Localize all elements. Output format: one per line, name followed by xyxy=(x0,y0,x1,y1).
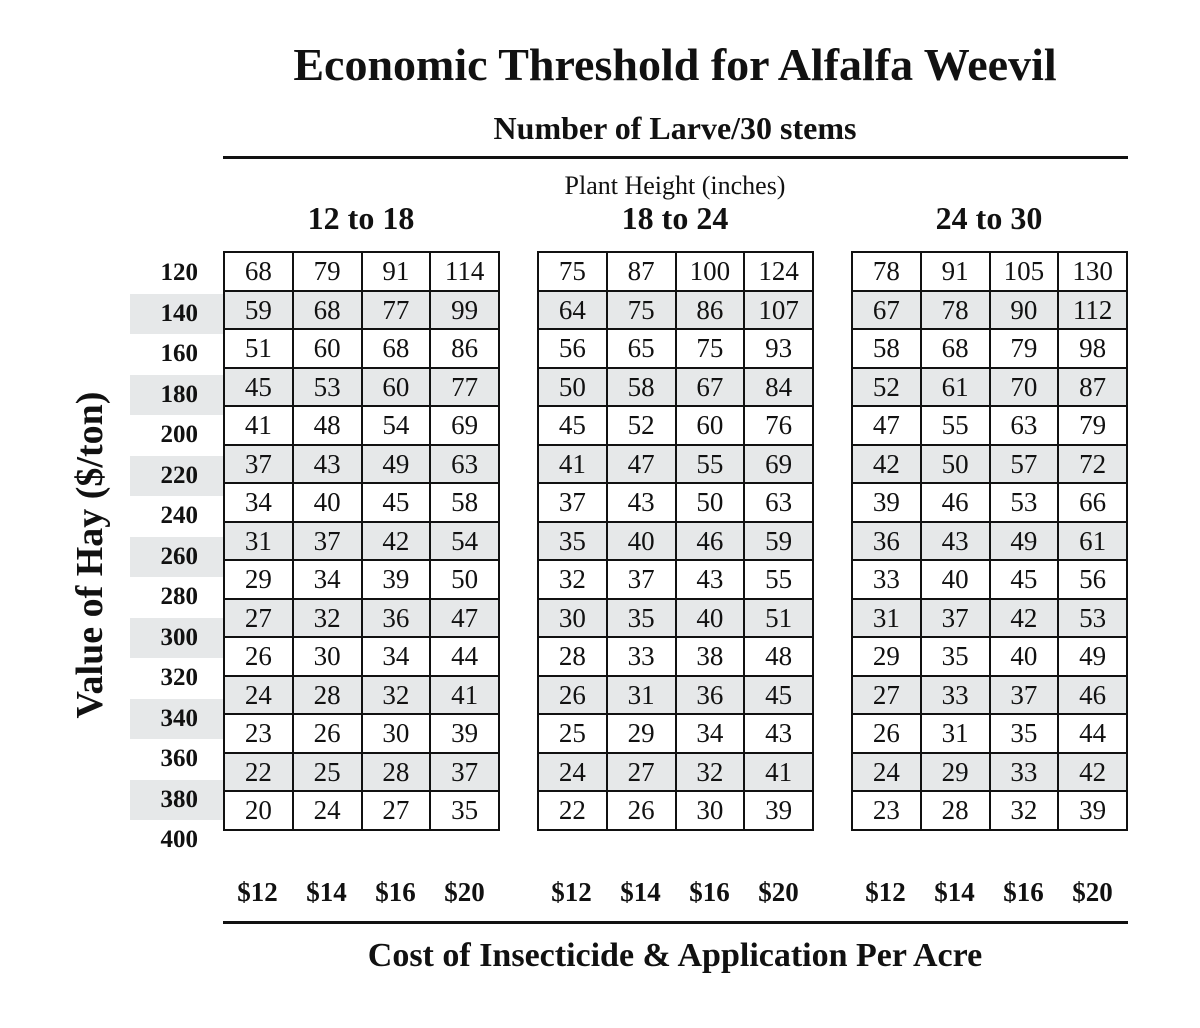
threshold-cell: 37 xyxy=(990,676,1059,715)
threshold-cell: 100 xyxy=(676,252,745,291)
table-row xyxy=(538,291,813,330)
threshold-cell: 35 xyxy=(607,599,676,638)
threshold-cell: 30 xyxy=(676,791,745,830)
threshold-cell: 54 xyxy=(430,522,499,561)
threshold-cell: 39 xyxy=(1058,791,1127,830)
threshold-cell: 24 xyxy=(852,753,921,792)
threshold-cell: 34 xyxy=(224,483,293,522)
threshold-cell: 42 xyxy=(990,599,1059,638)
table-row xyxy=(224,791,499,830)
cost-label: $20 xyxy=(758,877,799,907)
threshold-cell: 27 xyxy=(362,791,431,830)
threshold-cell: 36 xyxy=(852,522,921,561)
table-row xyxy=(224,483,499,522)
threshold-cell: 90 xyxy=(990,291,1059,330)
table-row xyxy=(538,406,813,445)
threshold-cell: 61 xyxy=(1058,522,1127,561)
threshold-cell: 51 xyxy=(744,599,813,638)
threshold-cell: 30 xyxy=(538,599,607,638)
threshold-cell: 26 xyxy=(607,791,676,830)
cost-label: $12 xyxy=(865,877,906,907)
threshold-cell: 45 xyxy=(744,676,813,715)
threshold-cell: 32 xyxy=(538,560,607,599)
threshold-cell: 28 xyxy=(538,637,607,676)
threshold-cell: 52 xyxy=(607,406,676,445)
table-row xyxy=(224,445,499,484)
threshold-cell: 91 xyxy=(362,252,431,291)
table-row xyxy=(538,791,813,830)
threshold-cell: 33 xyxy=(607,637,676,676)
threshold-cell: 53 xyxy=(990,483,1059,522)
threshold-cell: 87 xyxy=(607,252,676,291)
threshold-cell: 31 xyxy=(607,676,676,715)
threshold-cell: 75 xyxy=(538,252,607,291)
threshold-cell: 59 xyxy=(744,522,813,561)
threshold-cell: 33 xyxy=(990,753,1059,792)
group-label-24-30: 24 to 30 xyxy=(935,200,1043,236)
threshold-cell: 43 xyxy=(921,522,990,561)
threshold-cell: 58 xyxy=(607,368,676,407)
group-label-12-18: 12 to 18 xyxy=(307,200,415,236)
threshold-cell: 39 xyxy=(430,714,499,753)
threshold-cell: 26 xyxy=(852,714,921,753)
threshold-cell: 124 xyxy=(744,252,813,291)
threshold-cell: 43 xyxy=(676,560,745,599)
threshold-cell: 87 xyxy=(1058,368,1127,407)
threshold-cell: 107 xyxy=(744,291,813,330)
table-row xyxy=(538,445,813,484)
row-label: 160 xyxy=(160,340,198,367)
threshold-cell: 46 xyxy=(676,522,745,561)
row-label: 240 xyxy=(160,502,198,529)
threshold-cell: 23 xyxy=(224,714,293,753)
threshold-cell: 27 xyxy=(607,753,676,792)
threshold-cell: 44 xyxy=(430,637,499,676)
threshold-cell: 78 xyxy=(852,252,921,291)
row-label: 400 xyxy=(160,826,198,853)
threshold-cell: 43 xyxy=(607,483,676,522)
threshold-cell: 79 xyxy=(293,252,362,291)
threshold-cell: 37 xyxy=(538,483,607,522)
threshold-cell: 61 xyxy=(921,368,990,407)
threshold-cell: 25 xyxy=(538,714,607,753)
threshold-cell: 41 xyxy=(224,406,293,445)
table-row xyxy=(852,637,1127,676)
cost-label: $12 xyxy=(237,877,278,907)
threshold-cell: 76 xyxy=(744,406,813,445)
threshold-cell: 28 xyxy=(362,753,431,792)
table-18-to-24 xyxy=(537,251,814,831)
threshold-cell: 48 xyxy=(744,637,813,676)
threshold-cell: 55 xyxy=(921,406,990,445)
threshold-cell: 53 xyxy=(293,368,362,407)
table-row xyxy=(852,445,1127,484)
threshold-cell: 67 xyxy=(852,291,921,330)
threshold-cell: 47 xyxy=(430,599,499,638)
threshold-cell: 47 xyxy=(607,445,676,484)
table-row xyxy=(852,252,1127,291)
threshold-cell: 37 xyxy=(921,599,990,638)
threshold-cell: 91 xyxy=(921,252,990,291)
table-row xyxy=(224,406,499,445)
cost-label: $16 xyxy=(375,877,416,907)
threshold-cell: 46 xyxy=(921,483,990,522)
threshold-cell: 64 xyxy=(538,291,607,330)
threshold-cell: 78 xyxy=(921,291,990,330)
table-row xyxy=(538,252,813,291)
threshold-cell: 36 xyxy=(362,599,431,638)
threshold-cell: 32 xyxy=(990,791,1059,830)
threshold-cell: 31 xyxy=(852,599,921,638)
threshold-cell: 59 xyxy=(224,291,293,330)
cost-label: $14 xyxy=(934,877,975,907)
threshold-cell: 53 xyxy=(1058,599,1127,638)
threshold-cell: 39 xyxy=(852,483,921,522)
y-axis-label: Value of Hay ($/ton) xyxy=(69,391,111,719)
threshold-cell: 34 xyxy=(362,637,431,676)
bottom-divider xyxy=(223,921,1128,924)
threshold-cell: 77 xyxy=(430,368,499,407)
threshold-cell: 35 xyxy=(921,637,990,676)
threshold-cell: 60 xyxy=(676,406,745,445)
threshold-cell: 32 xyxy=(362,676,431,715)
threshold-cell: 86 xyxy=(430,329,499,368)
table-row xyxy=(224,291,499,330)
threshold-cell: 114 xyxy=(430,252,499,291)
threshold-cell: 25 xyxy=(293,753,362,792)
table-row xyxy=(224,329,499,368)
threshold-cell: 41 xyxy=(430,676,499,715)
threshold-cell: 63 xyxy=(744,483,813,522)
table-row xyxy=(224,714,499,753)
row-label: 140 xyxy=(160,299,198,327)
threshold-cell: 40 xyxy=(676,599,745,638)
table-row xyxy=(852,329,1127,368)
threshold-cell: 34 xyxy=(676,714,745,753)
threshold-cell: 45 xyxy=(990,560,1059,599)
table-row xyxy=(538,599,813,638)
threshold-cell: 33 xyxy=(852,560,921,599)
threshold-cell: 105 xyxy=(990,252,1059,291)
row-label: 300 xyxy=(160,623,198,651)
table-row xyxy=(224,599,499,638)
threshold-cell: 36 xyxy=(676,676,745,715)
threshold-cell: 40 xyxy=(990,637,1059,676)
x-axis-label: Cost of Insecticide & Application Per Acre xyxy=(367,937,983,974)
threshold-cell: 60 xyxy=(362,368,431,407)
threshold-cell: 69 xyxy=(744,445,813,484)
threshold-cell: 29 xyxy=(852,637,921,676)
row-label: 340 xyxy=(160,704,198,732)
threshold-cell: 60 xyxy=(293,329,362,368)
row-label: 280 xyxy=(160,583,198,610)
threshold-cell: 29 xyxy=(224,560,293,599)
threshold-cell: 49 xyxy=(990,522,1059,561)
table-row xyxy=(538,676,813,715)
threshold-cell: 43 xyxy=(293,445,362,484)
threshold-cell: 68 xyxy=(224,252,293,291)
threshold-cell: 112 xyxy=(1058,291,1127,330)
threshold-cell: 35 xyxy=(430,791,499,830)
threshold-cell: 26 xyxy=(293,714,362,753)
threshold-cell: 130 xyxy=(1058,252,1127,291)
threshold-cell: 50 xyxy=(430,560,499,599)
threshold-cell: 67 xyxy=(676,368,745,407)
table-row xyxy=(224,252,499,291)
top-divider xyxy=(223,156,1128,159)
threshold-cell: 20 xyxy=(224,791,293,830)
threshold-cell: 84 xyxy=(744,368,813,407)
threshold-cell: 26 xyxy=(224,637,293,676)
cost-label: $20 xyxy=(1072,877,1113,907)
threshold-cell: 22 xyxy=(538,791,607,830)
table-row xyxy=(224,560,499,599)
threshold-cell: 29 xyxy=(921,753,990,792)
threshold-cell: 77 xyxy=(362,291,431,330)
threshold-cell: 31 xyxy=(224,522,293,561)
threshold-cell: 69 xyxy=(430,406,499,445)
threshold-cell: 46 xyxy=(1058,676,1127,715)
row-label: 120 xyxy=(160,259,198,286)
threshold-cell: 44 xyxy=(1058,714,1127,753)
threshold-cell: 22 xyxy=(224,753,293,792)
table-row xyxy=(224,522,499,561)
threshold-cell: 28 xyxy=(921,791,990,830)
table-row xyxy=(538,714,813,753)
table-row xyxy=(852,368,1127,407)
threshold-cell: 27 xyxy=(852,676,921,715)
threshold-cell: 39 xyxy=(362,560,431,599)
threshold-cell: 40 xyxy=(607,522,676,561)
threshold-cell: 68 xyxy=(921,329,990,368)
threshold-cell: 41 xyxy=(744,753,813,792)
threshold-cell: 28 xyxy=(293,676,362,715)
threshold-cell: 79 xyxy=(990,329,1059,368)
threshold-cell: 45 xyxy=(224,368,293,407)
table-row xyxy=(538,522,813,561)
threshold-cell: 54 xyxy=(362,406,431,445)
threshold-cell: 42 xyxy=(852,445,921,484)
threshold-cell: 49 xyxy=(362,445,431,484)
row-label: 320 xyxy=(160,664,198,691)
threshold-cell: 63 xyxy=(430,445,499,484)
cost-label: $14 xyxy=(620,877,661,907)
table-row xyxy=(224,753,499,792)
table-row xyxy=(538,329,813,368)
table-row xyxy=(852,522,1127,561)
table-row xyxy=(224,676,499,715)
threshold-cell: 29 xyxy=(607,714,676,753)
threshold-cell: 68 xyxy=(293,291,362,330)
threshold-cell: 50 xyxy=(676,483,745,522)
table-12-to-18 xyxy=(223,251,500,831)
chart-title: Economic Threshold for Alfalfa Weevil xyxy=(293,39,1057,90)
threshold-cell: 47 xyxy=(852,406,921,445)
threshold-cell: 68 xyxy=(362,329,431,368)
threshold-cell: 56 xyxy=(1058,560,1127,599)
threshold-cell: 38 xyxy=(676,637,745,676)
threshold-cell: 35 xyxy=(538,522,607,561)
table-row xyxy=(224,637,499,676)
threshold-cell: 50 xyxy=(538,368,607,407)
table-row xyxy=(538,560,813,599)
threshold-cell: 72 xyxy=(1058,445,1127,484)
threshold-cell: 37 xyxy=(224,445,293,484)
threshold-cell: 34 xyxy=(293,560,362,599)
threshold-cell: 26 xyxy=(538,676,607,715)
table-row xyxy=(538,753,813,792)
threshold-cell: 35 xyxy=(990,714,1059,753)
group-label-18-24: 18 to 24 xyxy=(621,200,729,236)
threshold-cell: 55 xyxy=(744,560,813,599)
table-row xyxy=(852,406,1127,445)
table-row xyxy=(852,791,1127,830)
threshold-cell: 48 xyxy=(293,406,362,445)
table-row xyxy=(538,637,813,676)
threshold-cell: 63 xyxy=(990,406,1059,445)
cost-label: $20 xyxy=(444,877,485,907)
threshold-cell: 98 xyxy=(1058,329,1127,368)
table-24-to-30 xyxy=(851,251,1128,831)
threshold-cell: 55 xyxy=(676,445,745,484)
threshold-cell: 70 xyxy=(990,368,1059,407)
threshold-cell: 42 xyxy=(362,522,431,561)
threshold-cell: 42 xyxy=(1058,753,1127,792)
threshold-cell: 79 xyxy=(1058,406,1127,445)
table-row xyxy=(224,368,499,407)
row-label: 380 xyxy=(160,785,198,813)
threshold-cell: 27 xyxy=(224,599,293,638)
threshold-cell: 40 xyxy=(293,483,362,522)
threshold-cell: 33 xyxy=(921,676,990,715)
threshold-cell: 24 xyxy=(224,676,293,715)
threshold-cell: 37 xyxy=(293,522,362,561)
table-row xyxy=(538,368,813,407)
table-row xyxy=(852,676,1127,715)
threshold-cell: 58 xyxy=(430,483,499,522)
table-row xyxy=(852,599,1127,638)
threshold-cell: 37 xyxy=(607,560,676,599)
threshold-cell: 58 xyxy=(852,329,921,368)
row-label: 220 xyxy=(160,461,198,489)
threshold-cell: 30 xyxy=(293,637,362,676)
table-row xyxy=(852,291,1127,330)
threshold-cell: 57 xyxy=(990,445,1059,484)
table-row xyxy=(538,483,813,522)
threshold-cell: 86 xyxy=(676,291,745,330)
threshold-cell: 99 xyxy=(430,291,499,330)
threshold-cell: 30 xyxy=(362,714,431,753)
row-label: 360 xyxy=(160,745,198,772)
threshold-cell: 37 xyxy=(430,753,499,792)
threshold-cell: 31 xyxy=(921,714,990,753)
threshold-cell: 41 xyxy=(538,445,607,484)
threshold-cell: 23 xyxy=(852,791,921,830)
threshold-cell: 45 xyxy=(362,483,431,522)
threshold-cell: 66 xyxy=(1058,483,1127,522)
cost-label: $14 xyxy=(306,877,347,907)
threshold-cell: 50 xyxy=(921,445,990,484)
threshold-cell: 75 xyxy=(607,291,676,330)
threshold-cell: 24 xyxy=(538,753,607,792)
plant-height-label: Plant Height (inches) xyxy=(564,171,786,200)
threshold-cell: 49 xyxy=(1058,637,1127,676)
threshold-cell: 32 xyxy=(676,753,745,792)
table-row xyxy=(852,714,1127,753)
table-row xyxy=(852,753,1127,792)
threshold-cell: 39 xyxy=(744,791,813,830)
threshold-cell: 45 xyxy=(538,406,607,445)
threshold-cell: 75 xyxy=(676,329,745,368)
row-label: 180 xyxy=(160,380,198,408)
threshold-cell: 93 xyxy=(744,329,813,368)
threshold-cell: 56 xyxy=(538,329,607,368)
threshold-cell: 52 xyxy=(852,368,921,407)
threshold-cell: 40 xyxy=(921,560,990,599)
cost-label: $16 xyxy=(1003,877,1044,907)
threshold-cell: 32 xyxy=(293,599,362,638)
threshold-cell: 43 xyxy=(744,714,813,753)
cost-label: $16 xyxy=(689,877,730,907)
table-row xyxy=(852,560,1127,599)
threshold-cell: 65 xyxy=(607,329,676,368)
threshold-cell: 51 xyxy=(224,329,293,368)
table-row xyxy=(852,483,1127,522)
threshold-cell: 24 xyxy=(293,791,362,830)
cost-label: $12 xyxy=(551,877,592,907)
chart-subtitle: Number of Larve/30 stems xyxy=(493,110,857,146)
row-label: 260 xyxy=(160,542,198,570)
row-label: 200 xyxy=(160,421,198,448)
